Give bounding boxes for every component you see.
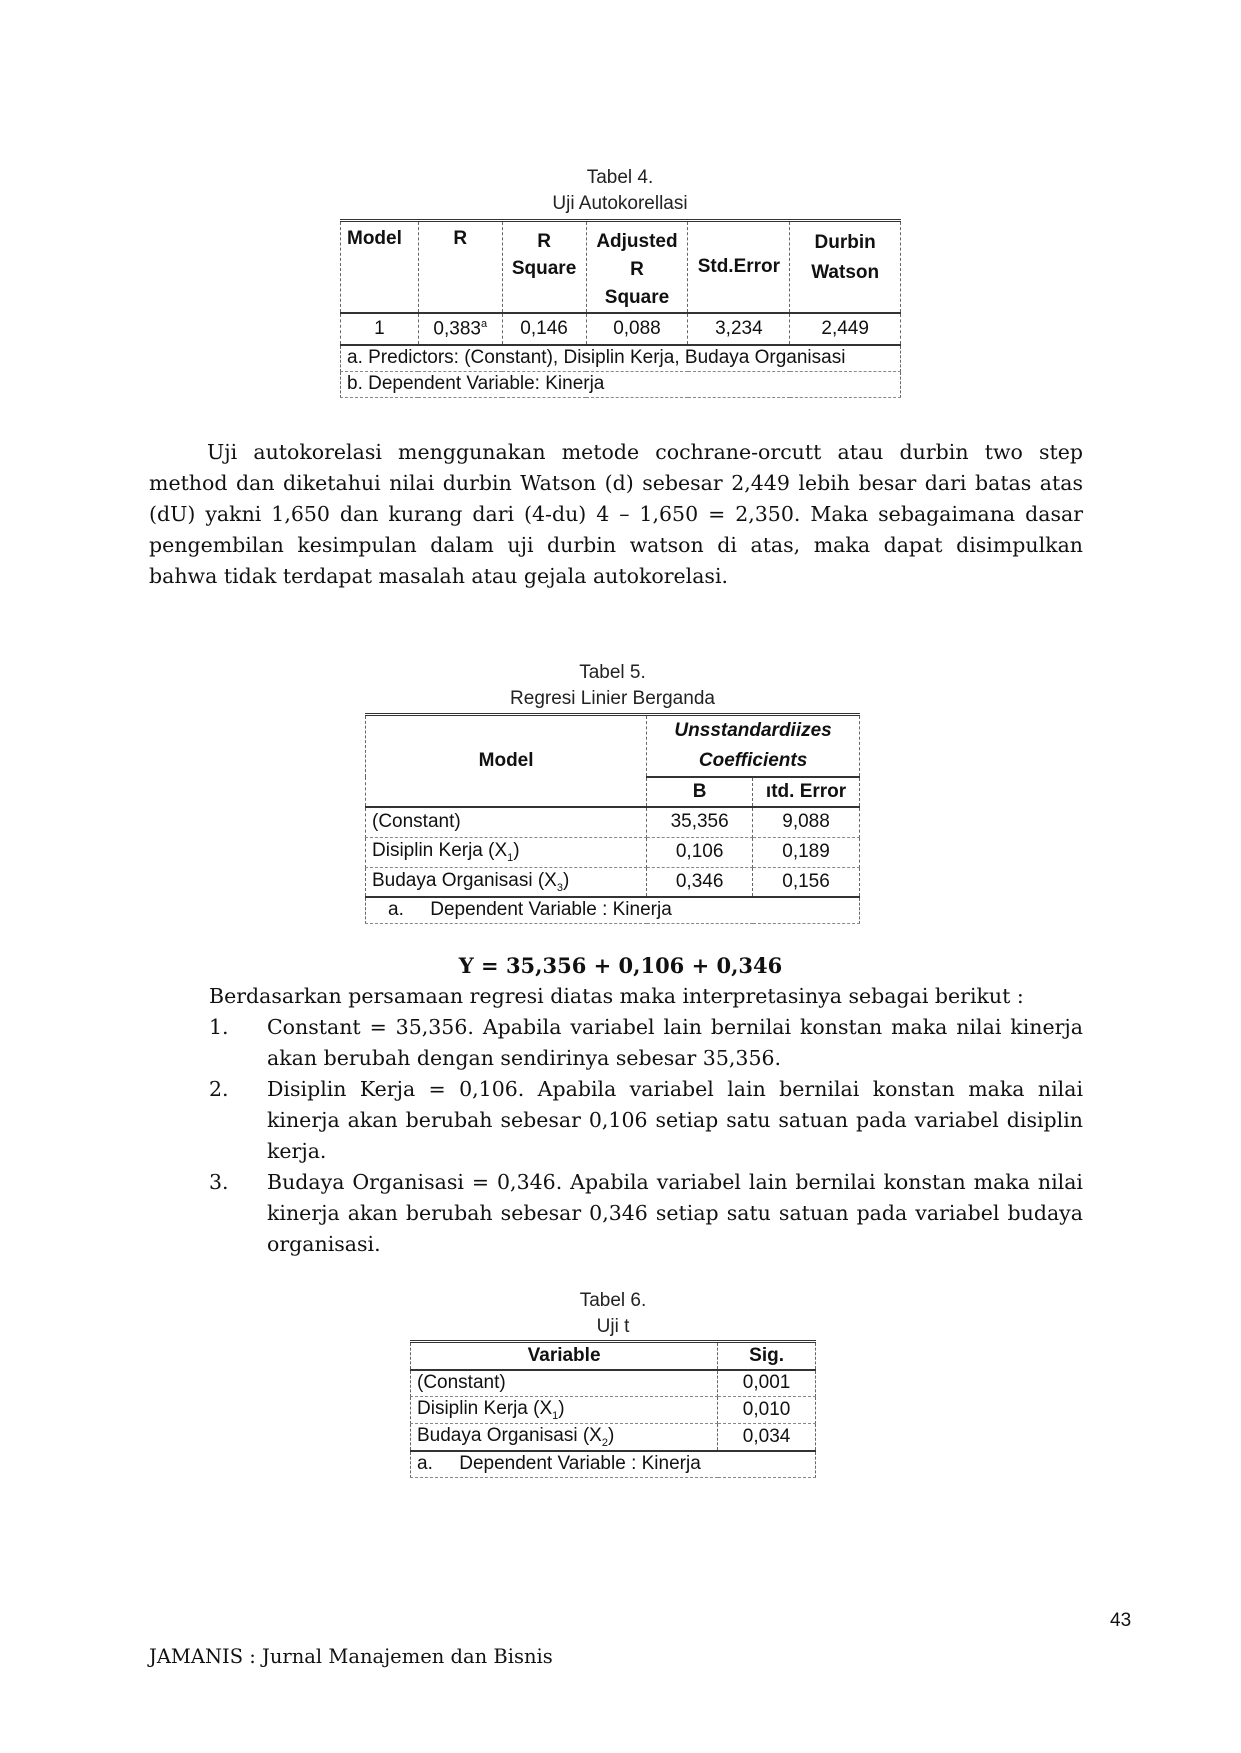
table6-t-test: [410, 1340, 816, 1478]
table4-cell-model: 1: [341, 313, 419, 345]
table4-note-a: a. Predictors: (Constant), Disiplin Kerja, Budaya Organisasi: [341, 345, 901, 371]
table4-header-r: R: [418, 221, 502, 314]
table4-caption-title: Uji Autokorellasi: [552, 193, 688, 214]
table4-caption: [340, 165, 900, 217]
table-row: [411, 1424, 816, 1451]
table4-cell-r: 0,383$^a$: [418, 313, 502, 345]
interpretation-intro: Berdasarkan persamaan regresi diatas maka interpretasinya sebagai berikut :: [209, 984, 1024, 1008]
body-paragraph-autocorrelation: [149, 437, 1083, 592]
table5-b-budaya: 0,346: [647, 867, 753, 897]
table6-header-variable: Variable: [411, 1342, 718, 1370]
table5-b-constant: 35,356: [647, 807, 753, 837]
table6-caption-number: Tabel 6.: [579, 1290, 647, 1311]
table5-b-disiplin: 0,106: [647, 837, 753, 867]
table-row: [366, 867, 860, 897]
table5-regression: [365, 713, 860, 924]
journal-name: JAMANIS : Jurnal Manajemen dan Bisnis: [149, 1645, 553, 1668]
table6-sig-disiplin: 0,010: [718, 1397, 816, 1424]
table-row: [411, 1370, 816, 1397]
table-row: [411, 1397, 816, 1424]
table6-note: a. Dependent Variable : Kinerja: [411, 1451, 816, 1478]
regression-formula: Y = 35,356 + 0,106 + 0,346: [458, 953, 783, 978]
table5-std-budaya: 0,156: [753, 867, 860, 897]
table4-autocorrelation: [340, 219, 901, 398]
table5-header-coefficients: Unsstandardiizes Coefficients: [647, 715, 860, 778]
table6-label-budaya: Budaya Organisasi $(X_2)$: [411, 1424, 718, 1451]
table4-header-adjusted-r-square: Adjusted R Square: [586, 221, 688, 314]
table4-cell-durbin-watson: 2,449: [790, 313, 901, 345]
table6-sig-constant: 0,001: [718, 1370, 816, 1397]
table6-caption-title: Uji t: [596, 1316, 630, 1337]
list-text: Constant = 35,356. Apabila variabel lain bernilai konstan maka nilai kinerja akan berubah dengan sendirinya sebesar 35,356.: [267, 1015, 1083, 1070]
list-number: 3.: [209, 1170, 229, 1194]
table-row: [366, 837, 860, 867]
list-text: Budaya Organisasi = 0,346. Apabila variabel lain bernilai konstan maka nilai kinerja akan berubah sebesar 0,346 setiap satu satuan pada variabel budaya organisasi.: [267, 1170, 1083, 1256]
list-item: [149, 1012, 1083, 1074]
table4-header-model: Model: [341, 221, 419, 314]
list-text: Disiplin Kerja = 0,106. Apabila variabel lain bernilai konstan maka nilai kinerja akan berubah sebesar 0,106 setiap satu satuan pada variabel disiplin kerja.: [267, 1077, 1083, 1163]
interpretation-section: [149, 981, 1083, 1260]
list-number: 2.: [209, 1077, 229, 1101]
table5-caption-number: Tabel 5.: [579, 662, 646, 683]
table4-note-b: b. Dependent Variable: Kinerja: [341, 371, 901, 397]
table6-label-constant: (Constant): [411, 1370, 718, 1397]
page-number: 43: [1110, 1610, 1132, 1631]
table5-header-model: Model: [366, 715, 647, 808]
table6-sig-budaya: 0,034: [718, 1424, 816, 1451]
table6-header-sig: Sig.: [718, 1342, 816, 1370]
table4-row: [341, 313, 901, 345]
table5-header-std-error: ıtd. Error: [753, 777, 860, 807]
table5-std-disiplin: 0,189: [753, 837, 860, 867]
table5-note: a. Dependent Variable : Kinerja: [366, 897, 860, 923]
table5-label-constant: (Constant): [366, 807, 647, 837]
list-item: [149, 1167, 1083, 1260]
table6-caption: [410, 1288, 816, 1340]
table4-caption-number: Tabel 4.: [586, 167, 654, 188]
table5-header-b: B: [647, 777, 753, 807]
table4-header-r-square: R Square: [502, 221, 586, 314]
table5-label-budaya: Budaya Organisasi $(X_3)$: [366, 867, 647, 897]
table5-std-constant: 9,088: [753, 807, 860, 837]
table4-cell-r-square: 0,146: [502, 313, 586, 345]
table4-header-durbin-watson: Durbin Watson: [790, 221, 901, 314]
table5-caption: [365, 660, 860, 712]
table4-header-std-error: Std.Error: [688, 221, 790, 314]
list-number: 1.: [209, 1015, 229, 1039]
paragraph-text: Uji autokorelasi menggunakan metode cochrane-orcutt atau durbin two step method dan diketahui nilai durbin Watson (d) sebesar 2,449 lebih besar dari batas atas (dU) yakni 1,650 dan kurang dari (4-du) 4 – 1,650 = 2,350. Maka sebagaimana dasar pengembilan kesimpulan dalam uji durbin watson di atas, maka dapat disimpulkan bahwa tidak terdapat masalah atau gejala autokorelasi.: [149, 440, 1083, 588]
table5-label-disiplin: Disiplin Kerja $(X_1)$: [366, 837, 647, 867]
table6-label-disiplin: Disiplin Kerja $(X_1)$: [411, 1397, 718, 1424]
table5-caption-title: Regresi Linier Berganda: [510, 688, 715, 709]
table-row: [366, 807, 860, 837]
list-item: [149, 1074, 1083, 1167]
table4-cell-adjusted-r-square: 0,088: [586, 313, 688, 345]
table4-cell-std-error: 3,234: [688, 313, 790, 345]
